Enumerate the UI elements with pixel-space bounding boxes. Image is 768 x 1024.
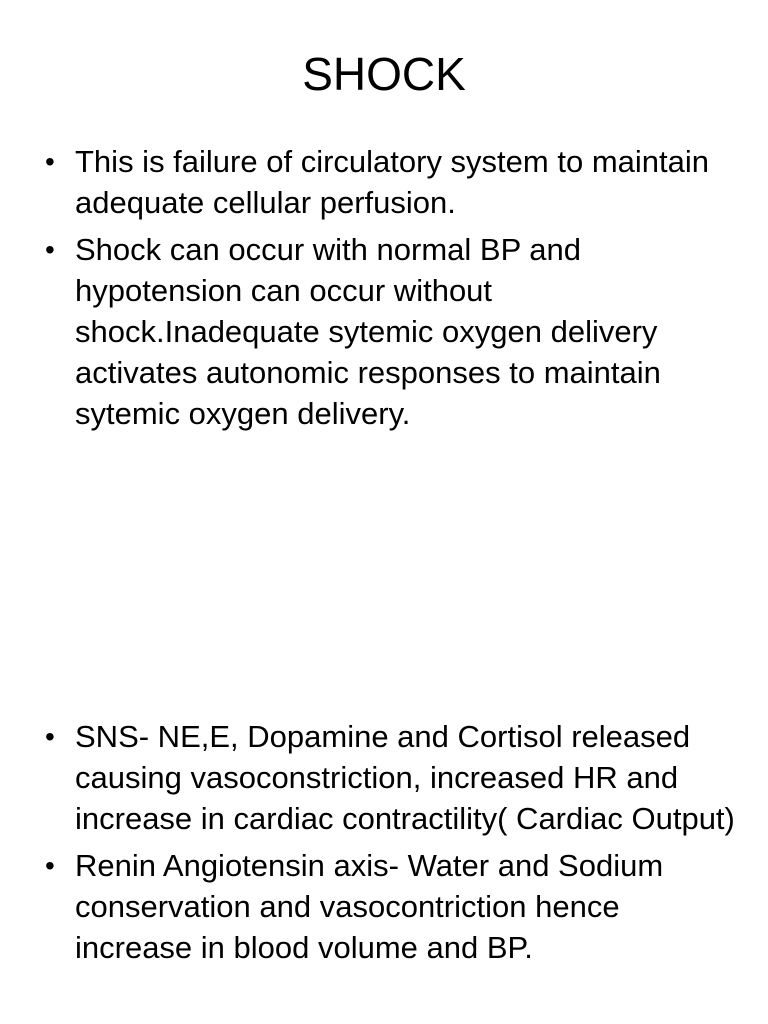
bullet-item — [0, 845, 768, 968]
bullet-text: This is failure of circulatory system to maintain adequate cellular perfusion. — [75, 144, 718, 220]
bullet-text: SNS- NE,E, Dopamine and Cortisol released causing vasoconstriction, increased HR and increase in cardiac contractility( Cardiac Output) — [75, 719, 735, 836]
bullet-icon: • — [45, 146, 55, 177]
bullet-icon: • — [45, 850, 55, 881]
bullet-icon: • — [45, 234, 55, 265]
slide-title: SHOCK — [302, 48, 466, 100]
bullet-text: Renin Angiotensin axis- Water and Sodium conservation and vasocontriction hence increase in blood volume and BP. — [75, 848, 672, 965]
bullet-item — [0, 716, 768, 839]
bullet-item — [0, 141, 768, 223]
bullet-item — [0, 229, 768, 434]
bullet-icon: • — [45, 721, 55, 752]
bullet-list-bottom — [0, 716, 768, 974]
bullet-list-top — [0, 141, 768, 440]
bullet-text: Shock can occur with normal BP and hypotension can occur without shock.Inadequate sytemic oxygen delivery activates autonomic responses to maintain sytemic oxygen delivery. — [75, 232, 670, 431]
